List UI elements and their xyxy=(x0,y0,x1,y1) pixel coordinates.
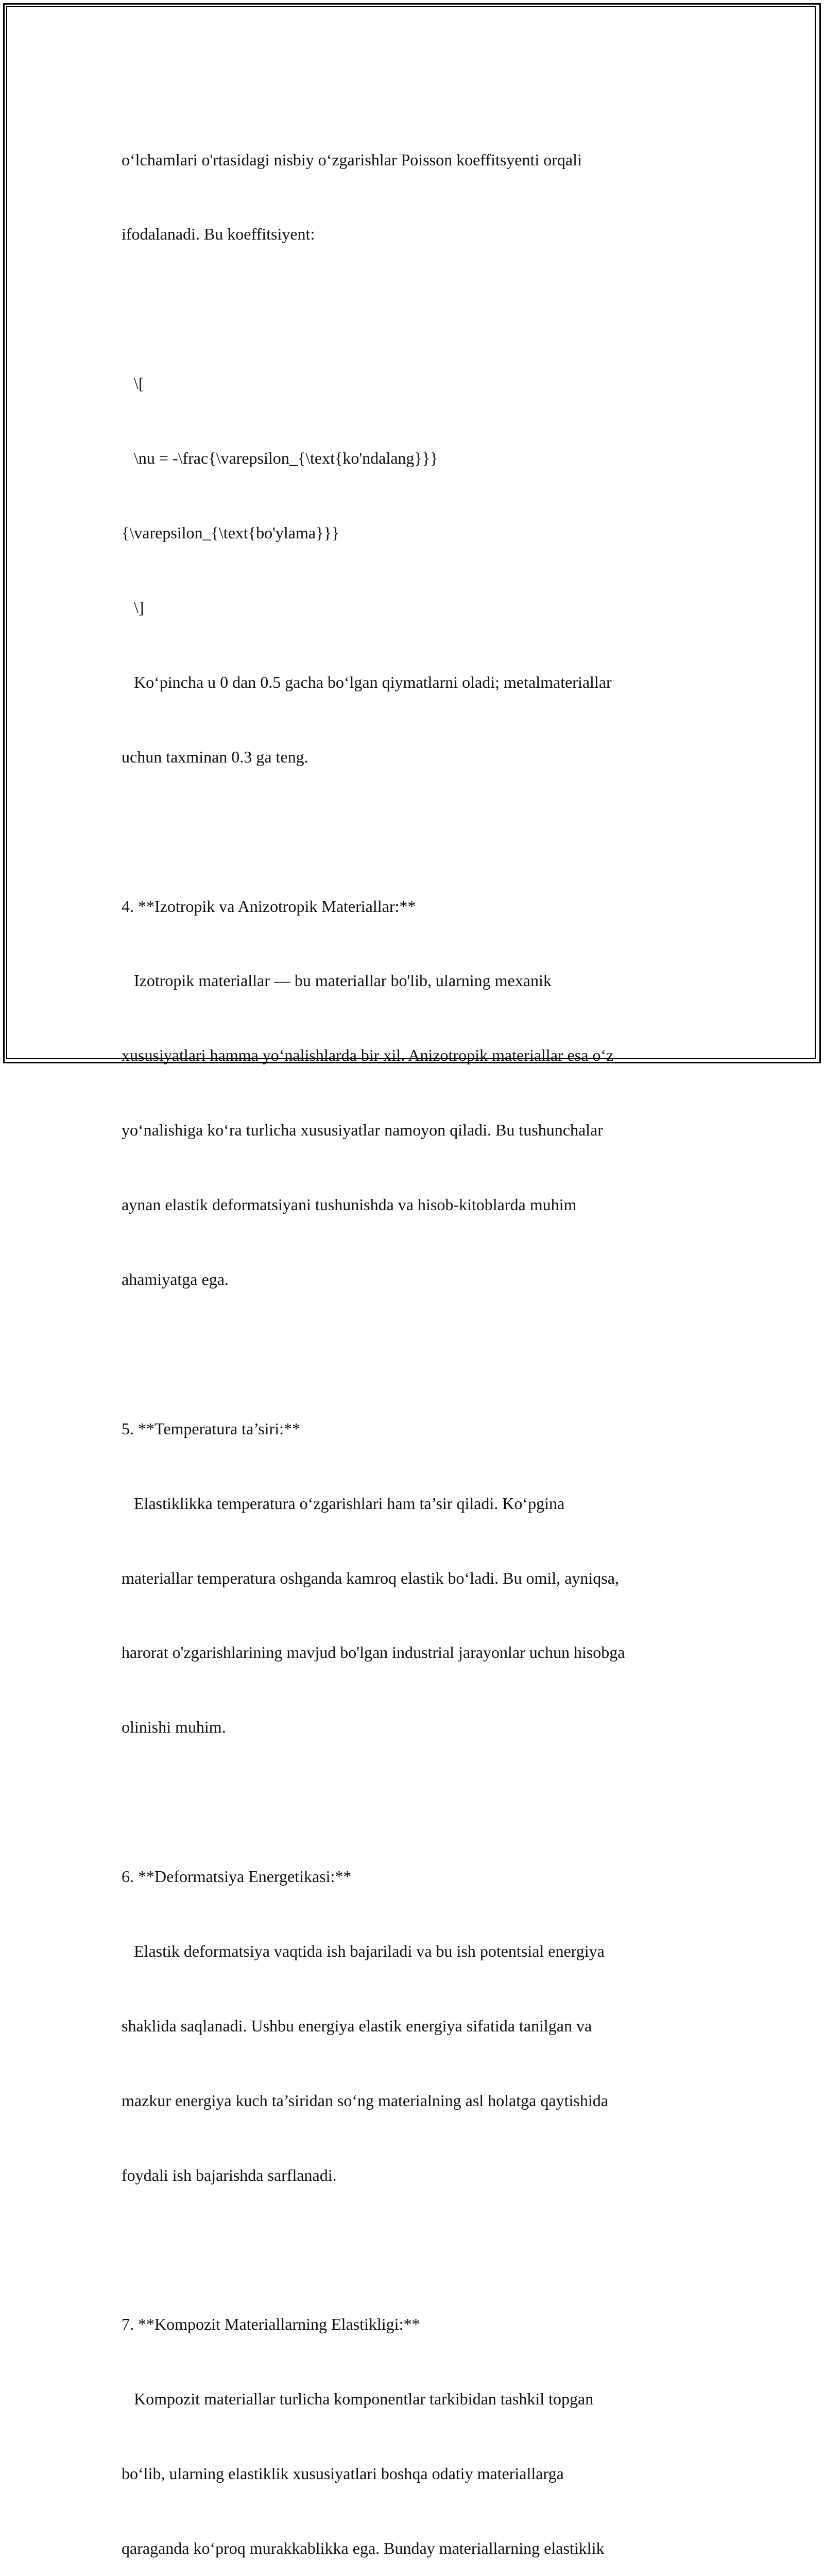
text-line: Izotropik materiallar — bu materiallar bo'lib, ularning mexanik xyxy=(122,971,552,990)
text-line: harorat o'zgarishlarining mavjud bo'lgan industrial jarayonlar uchun hisobga xyxy=(122,1643,625,1662)
text-line: bo‘lib, ularning elastiklik xususiyatlari boshqa odatiy materiallarga xyxy=(122,2464,564,2483)
blank-line xyxy=(122,2238,709,2262)
text-line: yo‘nalishiga ko‘ra turlicha xususiyatlar namoyon qiladi. Bu tushunchalar xyxy=(122,1121,603,1140)
text-line: materiallar temperatura oshganda kamroq elastik bo‘ladi. Bu omil, ayniqsa, xyxy=(122,1568,619,1587)
text-line: foydali ish bajarishda sarflanadi. xyxy=(122,2165,337,2184)
blank-line xyxy=(122,819,709,844)
document-body xyxy=(122,97,709,2576)
blank-line xyxy=(122,1789,709,1814)
text-line: mazkur energiya kuch ta’siridan so‘ng materialning asl holatga qaytishida xyxy=(122,2091,608,2110)
formula-line: \] xyxy=(122,598,144,617)
text-line: Kompozit materiallar turlicha komponentlar tarkibidan tashkil topgan xyxy=(122,2389,594,2409)
text-line: olinishi muhim. xyxy=(122,1718,226,1737)
text-line: aynan elastik deformatsiyani tushunishda va hisob-kitoblarda muhim xyxy=(122,1195,577,1214)
section-heading: 5. **Temperatura ta’siri:** xyxy=(122,1419,300,1438)
text-line: ifodalanadi. Bu koeffitsiyent: xyxy=(122,225,315,244)
text-line: qaraganda ko‘proq murakkablikka ega. Bunday materiallarning elastiklik xyxy=(122,2539,605,2558)
section-heading: 4. **Izotropik va Anizotropik Materiallar:** xyxy=(122,896,416,916)
text-line: ahamiyatga ega. xyxy=(122,1269,229,1289)
text-line: xususiyatlari hamma yo‘nalishlarda bir xil. Anizotropik materiallar esa o‘z xyxy=(122,1046,614,1065)
blank-line xyxy=(122,296,709,321)
section-heading: 6. **Deformatsiya Energetikasi:** xyxy=(122,1867,352,1886)
formula-line: \[ xyxy=(122,374,144,393)
text-line: o‘lchamlari o'rtasidagi nisbiy o‘zgarishlar Poisson koeffitsyenti orqali xyxy=(122,150,582,169)
section-heading: 7. **Kompozit Materiallarning Elastikligi:** xyxy=(122,2315,420,2334)
text-line: Ko‘pincha u 0 dan 0.5 gacha bo‘lgan qiymatlarni oladi; metalmateriallar xyxy=(122,672,612,691)
text-line: Elastik deformatsiya vaqtida ish bajariladi va bu ish potentsial energiya xyxy=(122,1941,605,1960)
text-line: uchun taxminan 0.3 ga teng. xyxy=(122,747,308,766)
formula-line: \nu = -\frac{\varepsilon_{\text{ko'ndalang}}} xyxy=(122,449,438,468)
text-line: Elastiklikka temperatura o‘zgarishlari ham ta’sir qiladi. Ko‘pgina xyxy=(122,1494,565,1513)
formula-line: {\varepsilon_{\text{bo'ylama}}} xyxy=(122,523,340,543)
blank-line xyxy=(122,1342,709,1366)
text-line: shaklida saqlanadi. Ushbu energiya elastik energiya sifatida tanilgan va xyxy=(122,2016,592,2035)
